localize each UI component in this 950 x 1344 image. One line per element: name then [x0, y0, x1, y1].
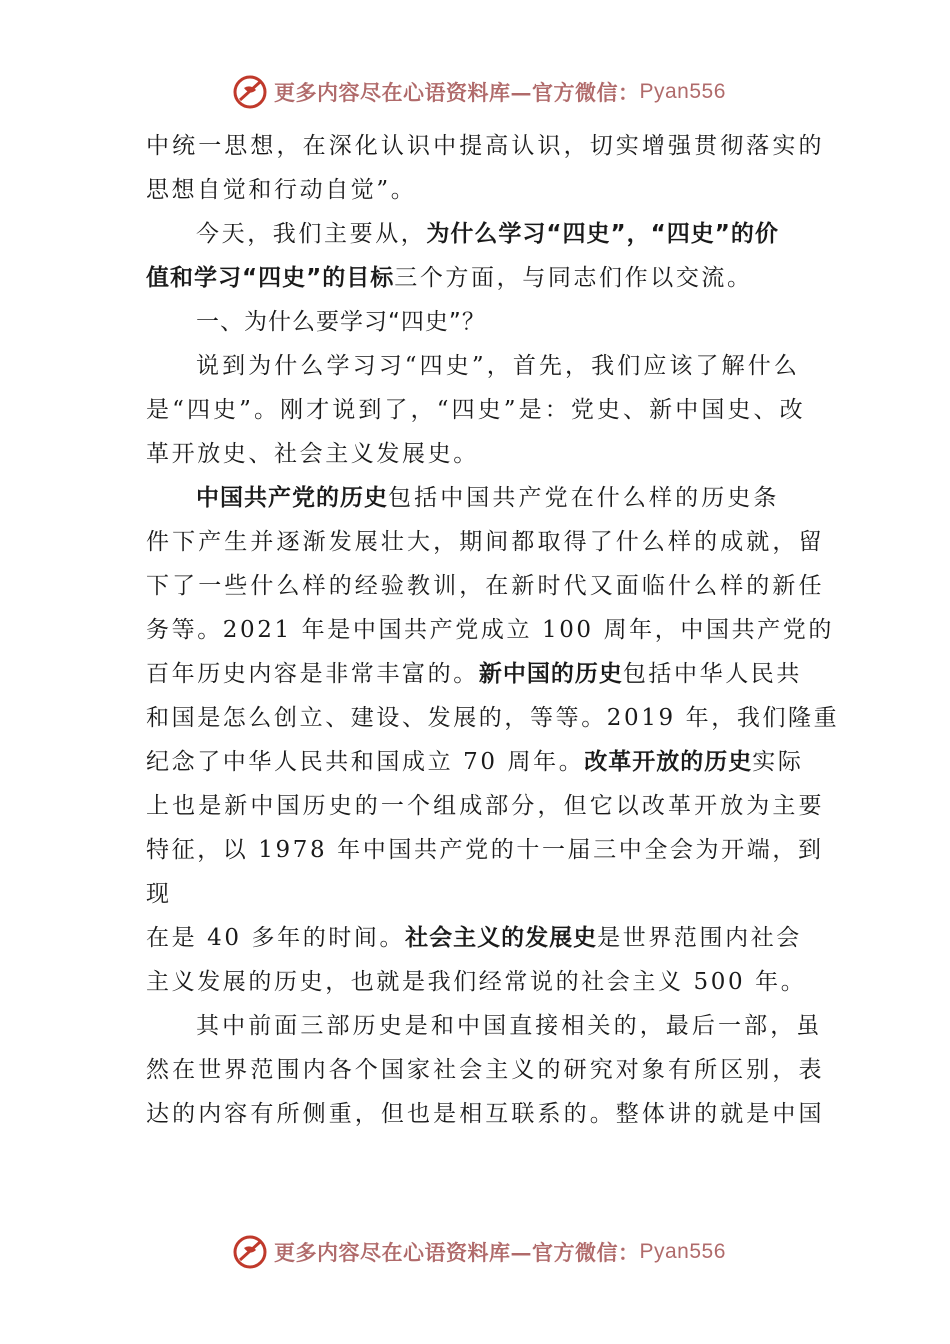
paragraph-line: 中统一思想，在深化认识中提高认识，切实增强贯彻落实的	[146, 133, 825, 159]
text-run: 今天，我们主要从，	[196, 221, 427, 247]
paragraph-line	[146, 652, 806, 696]
paragraph-line: 其中前面三部历史是和中国直接相关的，最后一部，虽	[196, 1013, 823, 1039]
paragraph-line	[146, 256, 806, 300]
body-text	[146, 124, 840, 1136]
paragraph-line	[146, 476, 806, 520]
paragraph-line	[146, 212, 806, 256]
section-heading: 一、为什么要学习“四史”？	[196, 309, 486, 335]
paragraph-line: 件下产生并逐渐发展壮大，期间都取得了什么样的成就，留	[146, 529, 825, 555]
paragraph-line: 务等。2021 年是中国共产党成立 100 周年，中国共产党的	[146, 617, 834, 643]
text-run: 百年历史内容是非常丰富的。	[146, 661, 479, 687]
paragraph-line: 上也是新中国历史的一个组成部分，但它以改革开放为主要	[146, 793, 825, 819]
bold-text: 新中国的历史	[478, 661, 623, 687]
paragraph-line: 革开放史、社会主义发展史。	[146, 441, 479, 467]
text-run: 在是 40 多年的时间。	[146, 925, 406, 951]
bold-text: 为什么学习“四史”，“四史”的价	[426, 221, 779, 247]
header-banner	[0, 72, 950, 112]
banner-text: 更多内容尽在心语资料库—官方微信：	[274, 80, 640, 105]
logo-icon	[232, 1234, 268, 1270]
text-run: 纪念了中华人民共和国成立 70 周年。	[146, 749, 585, 775]
text-run: 三个方面，与同志们作以交流。	[394, 265, 753, 291]
bold-text: 社会主义的发展史	[405, 925, 598, 951]
text-run: 是世界范围内社会	[597, 925, 802, 951]
bold-text: 中国共产党的历史	[196, 485, 388, 511]
wechat-id: Pyan556	[639, 1240, 726, 1263]
paragraph-line: 是“四史”。刚才说到了，“四史”是：党史、新中国史、改	[146, 397, 806, 423]
text-run: 实际	[752, 749, 804, 775]
text-run: 包括中国共产党在什么样的历史条	[388, 485, 780, 511]
paragraph-line: 下了一些什么样的经验教训，在新时代又面临什么样的新任	[146, 573, 825, 599]
paragraph-line: 特征，以 1978 年中国共产党的十一届三中全会为开端，到	[146, 837, 824, 863]
logo-icon	[232, 74, 268, 110]
paragraph-line	[146, 916, 806, 960]
bold-text: 改革开放的历史	[584, 749, 753, 775]
footer-banner	[0, 1232, 950, 1272]
paragraph-line: 达的内容有所侧重，但也是相互联系的。整体讲的就是中国	[146, 1101, 825, 1127]
wechat-id: Pyan556	[639, 80, 726, 103]
paragraph-line: 和国是怎么创立、建设、发展的，等等。2019 年，我们隆重	[146, 705, 840, 731]
paragraph-line: 主义发展的历史，也就是我们经常说的社会主义 500 年。	[146, 969, 807, 995]
paragraph-line: 现	[146, 881, 172, 907]
bold-text: 值和学习“四史”的目标	[146, 265, 395, 291]
paragraph-line	[146, 740, 806, 784]
paragraph-line: 说到为什么学习习“四史”，首先，我们应该了解什么	[196, 353, 800, 379]
paragraph-line: 思想自觉和行动自觉”。	[146, 177, 417, 203]
banner-text: 更多内容尽在心语资料库—官方微信：	[274, 1240, 640, 1265]
paragraph-line: 然在世界范围内各个国家社会主义的研究对象有所区别，表	[146, 1057, 825, 1083]
text-run: 包括中华人民共	[622, 661, 803, 687]
